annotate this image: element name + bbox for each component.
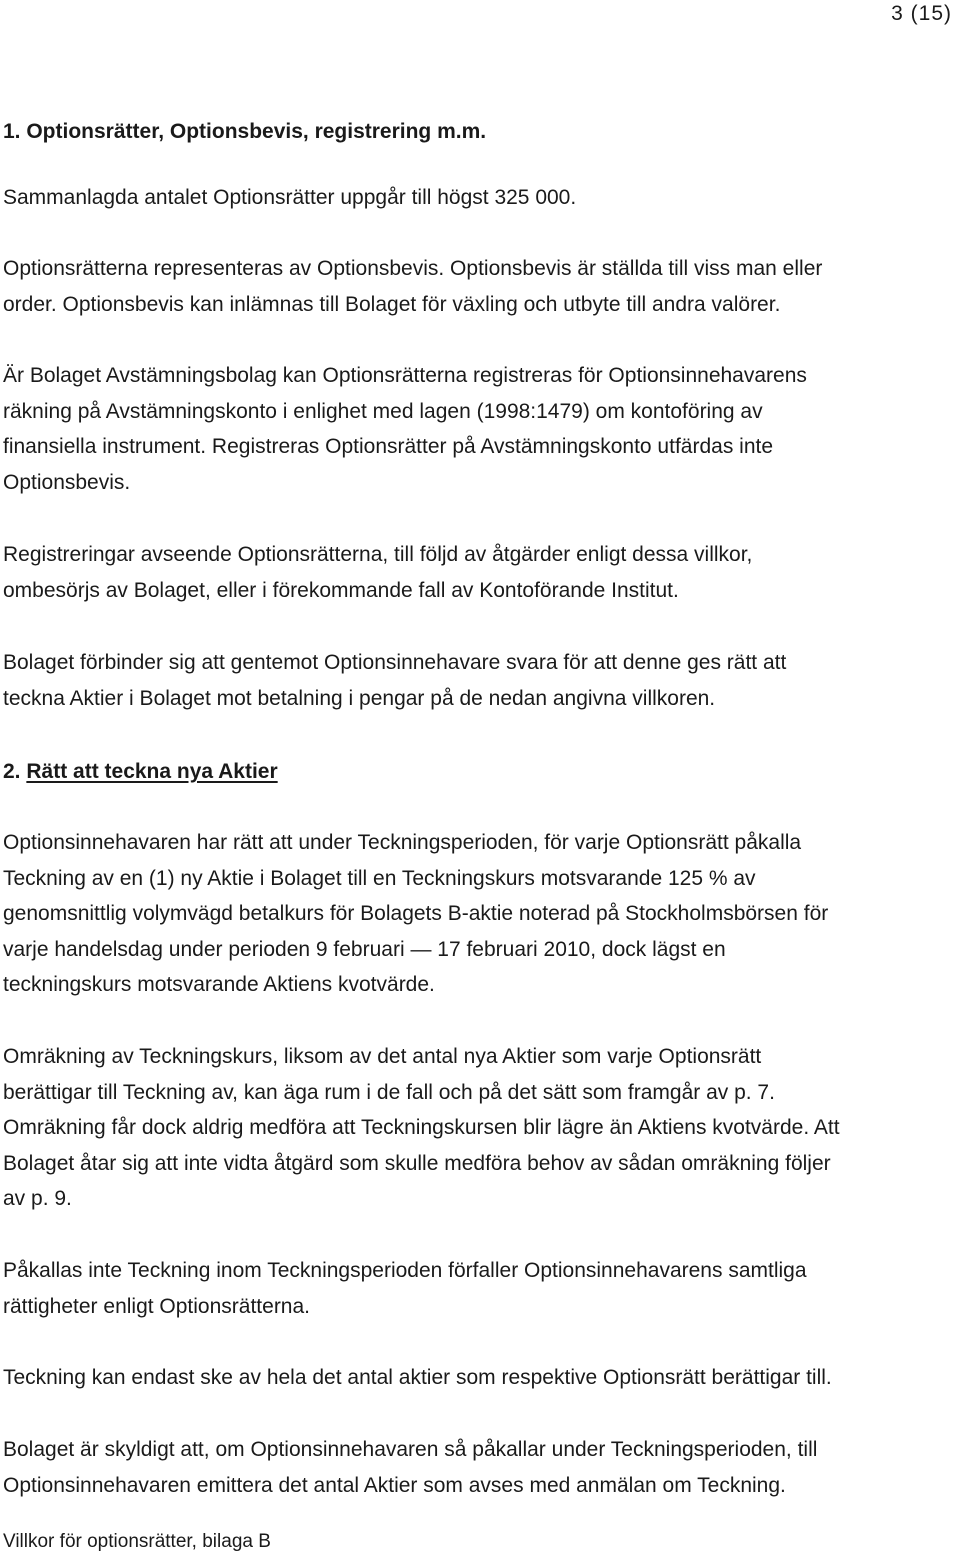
paragraph-issue-obligation (3, 1432, 817, 1503)
paragraph-line: varje handelsdag under perioden 9 februari — 17 februari 2010, dock lägst en (3, 937, 726, 961)
paragraph-option-certificates (3, 251, 822, 322)
paragraph-line: Registreringar avseende Optionsrätterna, till följd av åtgärder enligt dessa villkor, (3, 543, 753, 566)
paragraph-line: Optionsinnehavaren emittera det antal Aktier som avses med anmälan om Teckning. (3, 1473, 786, 1497)
paragraph-line: teckna Aktier i Bolaget mot betalning i pengar på de nedan angivna villkoren. (3, 686, 716, 710)
paragraph-line: order. Optionsbevis kan inlämnas till Bolaget för växling och utbyte till andra valörer. (3, 292, 781, 316)
paragraph-company-commitment (3, 645, 786, 716)
paragraph-subscription-right (3, 825, 828, 1003)
paragraph-line: Påkallas inte Teckning inom Teckningsperioden förfaller Optionsinnehavarens samtliga (3, 1259, 807, 1282)
paragraph-line: Bolaget förbinder sig att gentemot Optionsinnehavare svara för att denne ges rätt att (3, 651, 787, 674)
page-footer: Villkor för optionsrätter, bilaga B (3, 1531, 271, 1552)
paragraph-line: Optionsinnehavaren har rätt att under Teckningsperioden, för varje Optionsrätt påkalla (3, 831, 802, 854)
page-number: 3 (15) (891, 2, 952, 25)
paragraph-line: Optionsbevis. (3, 470, 131, 494)
section-2-number: 2. (3, 760, 21, 783)
section-2-title: Rätt att teckna nya Aktier (26, 760, 278, 783)
paragraph-whole-shares (3, 1360, 832, 1396)
paragraph-total-options (3, 180, 576, 216)
paragraph-line: Omräkning av Teckningskurs, liksom av det antal nya Aktier som varje Optionsrätt (3, 1045, 762, 1068)
paragraph-line: teckningskurs motsvarande Aktiens kvotvärde. (3, 973, 435, 996)
paragraph-line: ombesörjs av Bolaget, eller i förekommande fall av Kontoförande Institut. (3, 578, 679, 602)
paragraph-expiry (3, 1253, 807, 1324)
paragraph-line: Bolaget åtar sig att inte vidta åtgärd som skulle medföra behov av sådan omräkning följer (3, 1151, 831, 1175)
paragraph-line: Omräkning får dock aldrig medföra att Teckningskursen blir lägre än Aktiens kvotvärde. Att (3, 1116, 840, 1139)
paragraph-recalculation (3, 1039, 840, 1217)
paragraph-registrations (3, 537, 752, 608)
paragraph-line: Teckning av en (1) ny Aktie i Bolaget till en Teckningskurs motsvarande 125 % av (3, 866, 756, 890)
section-2-heading (3, 754, 278, 789)
paragraph-line: Är Bolaget Avstämningsbolag kan Optionsrätterna registreras för Optionsinnehavarens (3, 364, 807, 387)
paragraph-record-company (3, 358, 807, 500)
paragraph-line: Optionsrätterna representeras av Optionsbevis. Optionsbevis är ställda till viss man eller (3, 257, 823, 280)
paragraph-line: berättigar till Teckning av, kan äga rum i de fall och på det sätt som framgår av p. 7. (3, 1080, 775, 1104)
paragraph-line: Sammanlagda antalet Optionsrätter uppgår till högst 325 000. (3, 186, 577, 209)
paragraph-line: finansiella instrument. Registreras Optionsrätter på Avstämningskonto utfärdas inte (3, 435, 774, 458)
paragraph-line: Bolaget är skyldigt att, om Optionsinnehavaren så påkallar under Teckningsperioden, till (3, 1438, 818, 1461)
section-1-heading: 1. Optionsrätter, Optionsbevis, registrering m.m. (3, 120, 487, 143)
paragraph-line: Teckning kan endast ske av hela det antal aktier som respektive Optionsrätt berättigar till. (3, 1366, 832, 1389)
paragraph-line: genomsnittlig volymvägd betalkurs för Bolagets B-aktie noterad på Stockholmsbörsen för (3, 902, 829, 925)
paragraph-line: av p. 9. (3, 1187, 72, 1210)
paragraph-line: räkning på Avstämningskonto i enlighet med lagen (1998:1479) om kontoföring av (3, 399, 763, 423)
paragraph-line: rättigheter enligt Optionsrätterna. (3, 1294, 311, 1318)
